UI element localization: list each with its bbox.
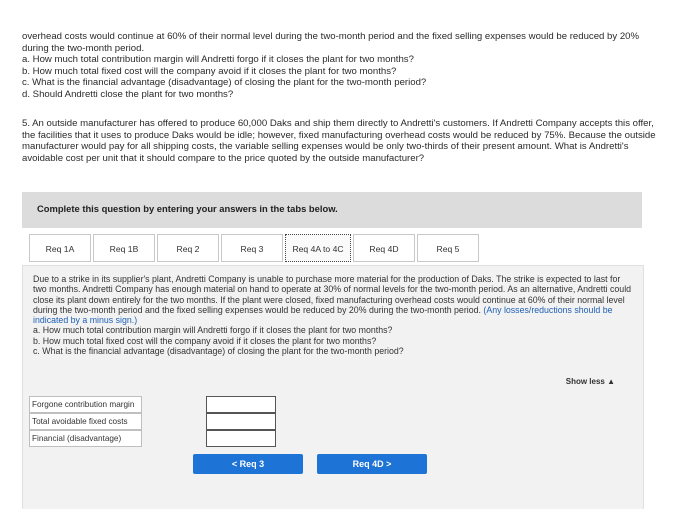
panel-body-text: Due to a strike in its supplier's plant, Andretti Company is unable to purchase more material for the production of Daks. The strike is expected to last for two months. Andretti Company has enough material on hand to operate at 30% of normal levels for the two-month period. As an alternative, Andretti could close its plant down entirely for the two months. If the plant were closed, fixed manufacturing overhead costs would continue at 60% of their normal level during the two-month period and the fixed selling expenses would be reduced by 20% during the two-month period. [33, 274, 632, 315]
panel-note: (Any losses/reductions should be indicated by a minus sign.) [33, 304, 613, 326]
intro-question-c: c. What is the financial advantage (disadvantage) of closing the plant for the two-month period? [22, 77, 427, 89]
question-panel [22, 265, 644, 509]
question-5 [22, 118, 662, 164]
intro-question-a: a. How much total contribution margin will Andretti forgo if it closes the plant for two months? [22, 54, 414, 66]
tab-req-5[interactable]: Req 5 [417, 234, 479, 262]
instructions-text: Complete this question by entering your answers in the tabs below. [37, 203, 338, 214]
row-label-financial: Financial (disadvantage) [29, 430, 142, 447]
tab-req-2[interactable]: Req 2 [157, 234, 219, 262]
panel-question-c: c. What is the financial advantage (disadvantage) of closing the plant for the two-month period? [33, 346, 404, 357]
instructions-banner [22, 192, 642, 228]
show-less-link[interactable]: Show less ▲ [565, 377, 615, 386]
question-5-text: 5. An outside manufacturer has offered to produce 60,000 Daks and ship them directly to Andretti's customers. If Andretti Company accepts this offer, the facilities that it uses to produce Daks would be idle; however, fixed manufacturing overhead costs would be reduced by 75%. Because the outside manufacturer would pay for all shipping costs, the variable selling expenses would be only two-thirds of their present amount. What is Andretti's avoidable cost per unit that it should compare to the price quoted by the outside manufacturer? [22, 118, 656, 164]
table-row [29, 430, 276, 447]
tab-req-4d[interactable]: Req 4D [353, 234, 415, 262]
next-req-4d-button[interactable]: Req 4D > [317, 454, 427, 474]
intro-line: overhead costs would continue at 60% of their normal level during the two-month period and the fixed selling expenses would be reduced by 20% during the two-month period. [22, 31, 640, 54]
panel-question-a: a. How much total contribution margin will Andretti forgo if it closes the plant for two months? [33, 325, 393, 336]
tab-req-1a[interactable]: Req 1A [29, 234, 91, 262]
tab-req-1b[interactable]: Req 1B [93, 234, 155, 262]
forgone-cm-input[interactable] [206, 396, 276, 413]
intro-text [22, 31, 652, 101]
answer-grid [29, 396, 276, 447]
table-row [29, 396, 276, 413]
tab-req-4a-to-4c[interactable]: Req 4A to 4C [285, 234, 351, 262]
intro-question-b: b. How much total fixed cost will the company avoid if it closes the plant for two months? [22, 65, 397, 77]
avoidable-fixed-input[interactable] [206, 413, 276, 430]
prev-req-3-button[interactable]: < Req 3 [193, 454, 303, 474]
table-row [29, 413, 276, 430]
intro-question-d: d. Should Andretti close the plant for two months? [22, 88, 234, 100]
financial-input[interactable] [206, 430, 276, 447]
row-label-forgone-cm: Forgone contribution margin [29, 396, 142, 413]
tab-req-3[interactable]: Req 3 [221, 234, 283, 262]
panel-body [33, 274, 633, 325]
panel-text [33, 274, 633, 356]
panel-question-b: b. How much total fixed cost will the company avoid if it closes the plant for two months? [33, 335, 377, 346]
row-label-avoidable-fixed: Total avoidable fixed costs [29, 413, 142, 430]
requirement-tabs [29, 234, 481, 264]
